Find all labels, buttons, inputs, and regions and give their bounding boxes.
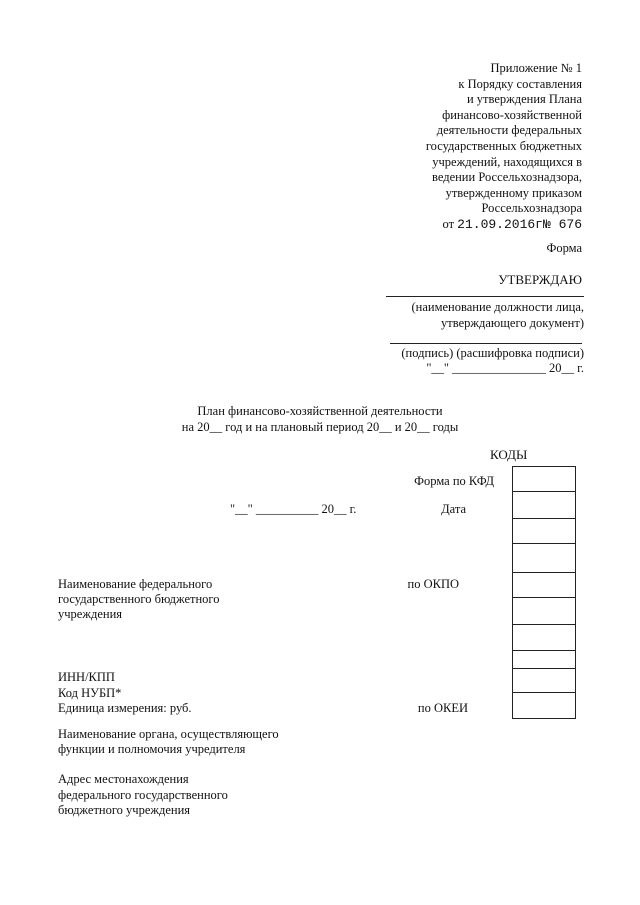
institution-line1: Наименование федерального — [58, 577, 213, 591]
position-caption-line1: (наименование должности лица, — [411, 300, 584, 314]
order-reference — [302, 217, 582, 233]
appendix-line: финансово-хозяйственной — [442, 107, 582, 122]
code-cell-date[interactable] — [513, 492, 575, 519]
approval-title: УТВЕРЖДАЮ — [498, 272, 582, 287]
date-label: Дата — [441, 502, 466, 516]
form-label: Форма — [546, 241, 582, 255]
appendix-line: и утверждения Плана — [466, 92, 582, 107]
institution-line2: государственного бюджетного — [58, 592, 220, 606]
appendix-line: утвержденному приказом — [445, 185, 582, 200]
okei-label: по ОКЕИ — [417, 701, 468, 715]
form-kfd-label: Форма по КФД — [414, 474, 494, 488]
institution-line3: учреждения — [58, 607, 123, 621]
inn-kpp-label: ИНН/КПП — [58, 670, 115, 684]
codes-header: КОДЫ — [490, 447, 528, 462]
order-prefix: от — [442, 216, 455, 231]
position-line — [386, 296, 584, 297]
authority-line1: Наименование органа, осуществляющего — [58, 727, 279, 741]
signature-caption: (подпись) (расшифровка подписи) — [401, 346, 584, 360]
plan-title-line2: на 20__ год и на плановый период 20__ и 20__ годы — [181, 420, 459, 434]
codes-table — [512, 466, 576, 719]
address-line2: федерального государственного — [58, 788, 228, 802]
plan-title-line1: План финансово-хозяйственной деятельности — [197, 404, 443, 418]
nubp-code-label: Код НУБП* — [58, 686, 122, 700]
appendix-line: ведении Россельхознадзора, — [432, 170, 582, 185]
order-date-number: 21.09.2016г№ 676 — [457, 216, 582, 232]
appendix-line: деятельности федеральных — [436, 123, 582, 138]
code-cell[interactable] — [513, 544, 575, 573]
code-cell-inn-kpp[interactable] — [513, 651, 575, 669]
position-caption-line2: утверждающего документ) — [441, 316, 584, 330]
code-cell-nubp[interactable] — [513, 669, 575, 693]
appendix-line: к Порядку составления — [458, 76, 582, 91]
code-cell-form-kfd[interactable] — [513, 467, 575, 492]
address-line1: Адрес местонахождения — [58, 772, 189, 786]
appendix-header — [302, 61, 582, 233]
code-cell[interactable] — [513, 519, 575, 544]
code-cell[interactable] — [513, 625, 575, 651]
okpo-label: по ОКПО — [407, 577, 459, 591]
document-date-line: "__" __________ 20__ г. — [230, 502, 357, 516]
code-cell-okpo[interactable] — [513, 573, 575, 598]
address-line3: бюджетного учреждения — [58, 803, 191, 817]
authority-line2: функции и полномочия учредителя — [58, 742, 246, 756]
appendix-line: государственных бюджетных — [425, 138, 582, 153]
approval-date-line: "__" _______________ 20__ г. — [426, 361, 584, 375]
unit-label: Единица измерения: руб. — [58, 701, 192, 715]
appendix-line: учреждений, находящихся в — [432, 154, 582, 169]
appendix-line: Россельхознадзора — [481, 201, 582, 216]
signature-line — [390, 343, 582, 344]
code-cell-okei[interactable] — [513, 693, 575, 718]
code-cell[interactable] — [513, 598, 575, 625]
appendix-line: Приложение № 1 — [490, 61, 582, 75]
